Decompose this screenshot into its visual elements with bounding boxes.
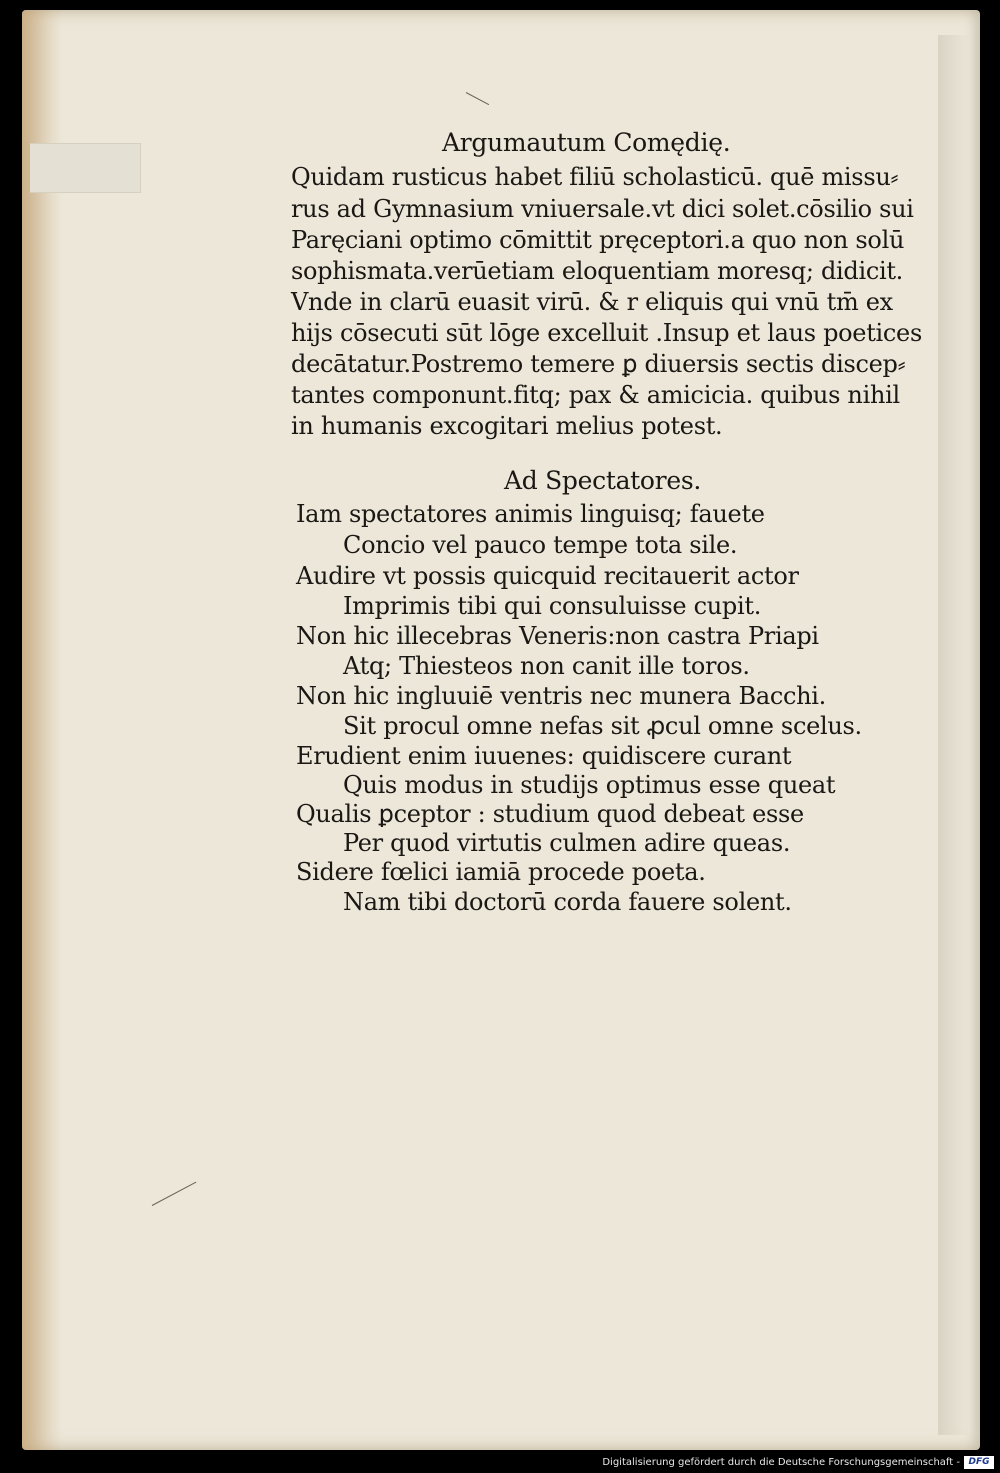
- verse-line: Iam spectatores animis linguisq; fauete: [296, 500, 765, 528]
- verse-line: Audire vt possis quicquid recitauerit actor: [296, 562, 799, 590]
- verse-line: Concio vel pauco tempe tota sile.: [343, 531, 738, 559]
- argument-line: sophismata.verūetiam eloquentiam moresq; didicit.: [291, 257, 904, 285]
- dfg-logo: DFG: [964, 1456, 994, 1469]
- verse-line: Nam tibi doctorū corda fauere solent.: [343, 888, 792, 916]
- paper-tab: [30, 143, 141, 193]
- verse-line: Qualis ꝑceptor : studium quod debeat esse: [296, 800, 804, 828]
- argument-line: hijs cōsecuti sūt lōge excelluit .Insup et laus poetices: [291, 319, 922, 347]
- verse-line: Imprimis tibi qui consuluisse cupit.: [343, 592, 762, 620]
- argument-line: Quidam rusticus habet filiū scholasticū. quē missu⸗: [291, 163, 899, 191]
- verse-line: Sidere fœlici iamiā procede poeta.: [296, 858, 706, 886]
- argument-line: Vnde in clarū euasit virū. & r eliquis qui vnū tm̄ ex: [291, 288, 893, 316]
- argument-line: tantes componunt.fitq; pax & amicicia. quibus nihil: [291, 381, 900, 409]
- verse-line: Non hic illecebras Veneris:non castra Priapi: [296, 622, 819, 650]
- footer-credit: Digitalisierung gefördert durch die Deutsche Forschungsgemeinschaft -: [602, 1457, 960, 1468]
- verse-line: Sit procul omne nefas sit ꝓcul omne scelus.: [343, 712, 862, 740]
- argument-line: in humanis excogitari melius potest.: [291, 412, 723, 440]
- argument-line: decātatur.Postremo temere ꝑ diuersis sectis discep⸗: [291, 350, 906, 378]
- argument-line: Paręciani optimo cōmittit pręceptori.a quo non solū: [291, 226, 905, 254]
- page-edge-shadow: [938, 35, 968, 1435]
- verse-line: Atq; Thiesteos non canit ille toros.: [343, 652, 750, 680]
- verse-line: Quis modus in studijs optimus esse queat: [343, 771, 836, 799]
- verse-line: Non hic ingluuiē ventris nec munera Bacchi.: [296, 682, 826, 710]
- argument-heading: Argumautum Comędię.: [442, 128, 731, 157]
- argument-line: rus ad Gymnasium vniuersale.vt dici solet.cōsilio sui: [291, 195, 914, 223]
- verse-line: Erudient enim iuuenes: quidiscere curant: [296, 742, 792, 770]
- verse-line: Per quod virtutis culmen adire queas.: [343, 829, 791, 857]
- verse-heading: Ad Spectatores.: [504, 466, 702, 495]
